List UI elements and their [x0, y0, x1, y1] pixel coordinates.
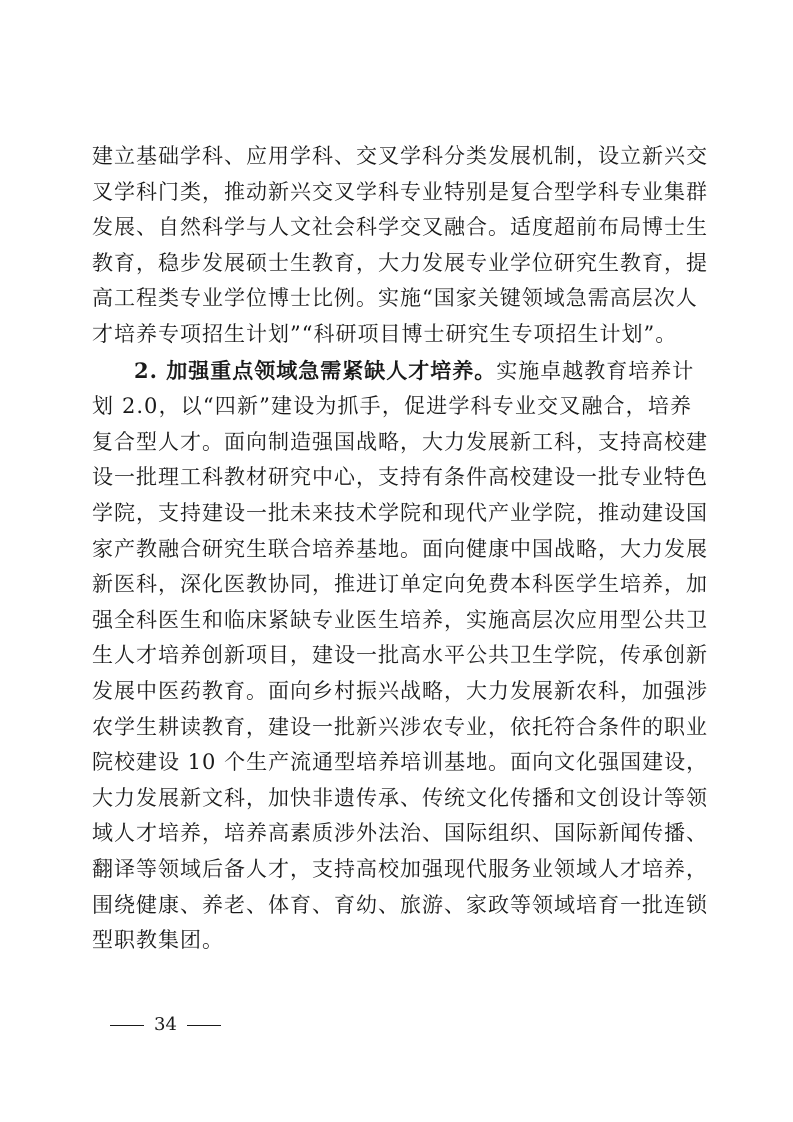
paragraph-line: 划 2.0，以“四新”建设为抓手，促进学科专业交叉融合，培养 [92, 394, 692, 419]
paragraph-line: 型职教集团。 [92, 928, 224, 953]
paragraph-line: 生人才培养创新项目，建设一批高水平公共卫生学院，传承创新 [92, 643, 708, 668]
paragraph-line: 农学生耕读教育，建设一批新兴涉农专业，依托符合条件的职业 [92, 714, 708, 739]
page-number: 34 [154, 1014, 177, 1035]
paragraph-line: 强全科医生和临床紧缺专业医生培养，实施高层次应用型公共卫 [92, 607, 708, 632]
section-first-line [134, 357, 695, 384]
footer-dash-right [187, 1025, 221, 1026]
section-heading: 2. 加强重点领域急需紧缺人才培养。 [134, 357, 497, 383]
section-first-line-text: 实施卓越教育培养计 [496, 358, 695, 383]
paragraph-line: 建立基础学科、应用学科、交叉学科分类发展机制，设立新兴交 [92, 144, 708, 168]
paragraph-line: 才培养专项招生计划”“科研项目博士研究生专项招生计划”。 [92, 322, 678, 346]
paragraph-line: 域人才培养，培养高素质涉外法治、国际组织、国际新闻传播、 [92, 821, 708, 846]
paragraph-line: 学院，支持建设一批未来技术学院和现代产业学院，推动建设国 [92, 501, 708, 525]
paragraph-line: 复合型人才。面向制造强国战略，大力发展新工科，支持高校建 [92, 429, 708, 454]
paragraph-line: 新医科，深化医教协同，推进订单定向免费本科医学生培养，加 [92, 572, 708, 597]
paragraph-line: 家产教融合研究生联合培养基地。面向健康中国战略，大力发展 [92, 536, 708, 561]
paragraph-line: 发展、自然科学与人文社会科学交叉融合。适度超前布局博士生 [92, 215, 708, 240]
page-footer [110, 1013, 230, 1037]
paragraph-line: 翻译等领域后备人才，支持高校加强现代服务业领域人才培养， [92, 857, 708, 881]
paragraph-line: 叉学科门类，推动新兴交叉学科专业特别是复合型学科专业集群 [92, 179, 708, 204]
paragraph-line: 院校建设 10 个生产流通型培养培训基地。面向文化强国建设， [92, 750, 709, 775]
paragraph-line: 设一批理工科教材研究中心，支持有条件高校建设一批专业特色 [92, 465, 708, 490]
footer-dash-left [110, 1025, 144, 1026]
paragraph-line: 围绕健康、养老、体育、育幼、旅游、家政等领域培育一批连锁 [92, 892, 708, 917]
paragraph-line: 高工程类专业学位博士比例。实施“国家关键领域急需高层次人 [92, 286, 698, 311]
paragraph-line: 教育，稳步发展硕士生教育，大力发展专业学位研究生教育，提 [92, 250, 708, 275]
paragraph-line: 大力发展新文科，加快非遗传承、传统文化传播和文创设计等领 [92, 785, 708, 810]
paragraph-line: 发展中医药教育。面向乡村振兴战略，大力发展新农科，加强涉 [92, 679, 708, 703]
